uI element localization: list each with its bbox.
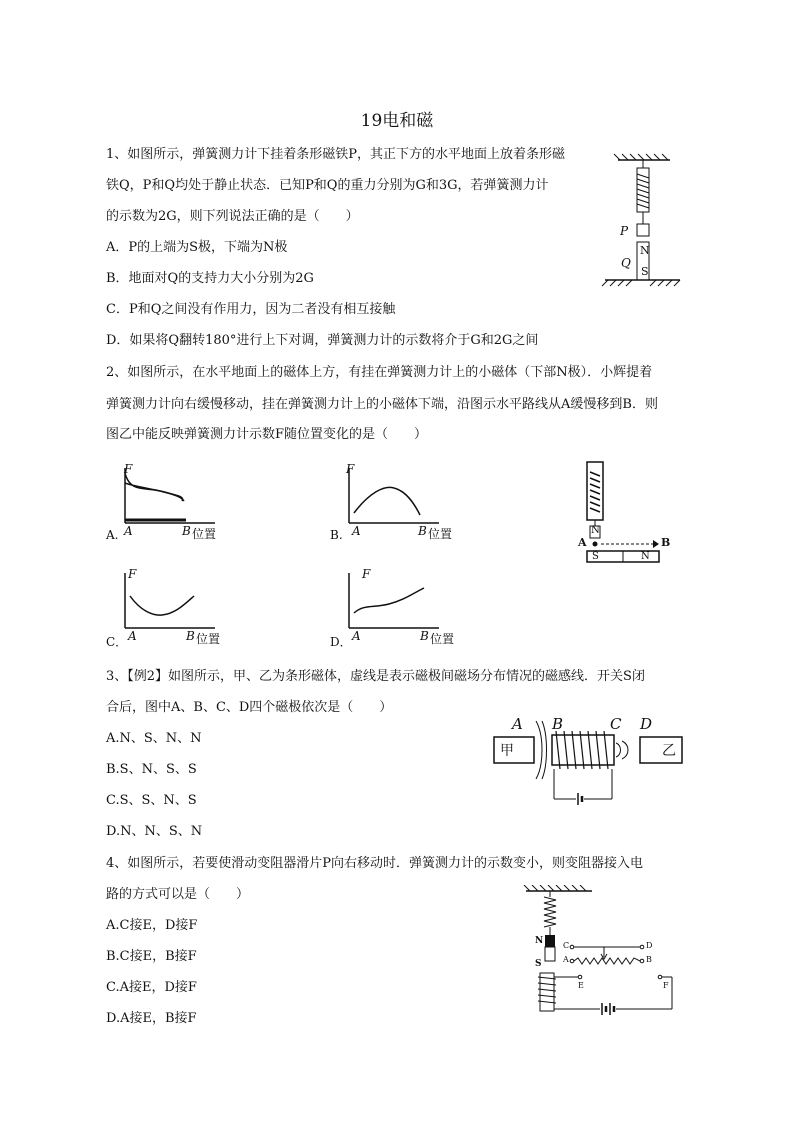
q4-line-2: 路的方式可以是（ ） xyxy=(106,887,250,902)
q3-line-2: 合后，图中A、B、C、D四个磁极依次是（ ） xyxy=(106,700,393,715)
q2-figure-spring-magnet xyxy=(575,460,675,570)
q2-graph-b-a: A xyxy=(352,524,361,538)
q1-line-2: 铁Q，P和Q均处于静止状态．已知P和Q的重力分别为G和3G，若弹簧测力计 xyxy=(106,178,549,193)
q2-fig-point-b: B xyxy=(661,536,671,549)
q4-option-a: A.C接E，D接F xyxy=(106,918,198,933)
q3-fig-yi: 乙 xyxy=(662,743,676,759)
q4-line-1: 4、如图所示，若要使滑动变阻器滑片P向右移动时．弹簧测力计的示数变小，则变阻器接入电 xyxy=(106,856,644,871)
q4-fig-f: F xyxy=(663,981,669,990)
q3-option-c: C.S、S、N、S xyxy=(106,793,197,808)
q2-option-a: A. xyxy=(106,528,119,542)
q3-line-1: 3、【例2】如图所示，甲、乙为条形磁体，虚线是表示磁极间磁场分布情况的磁感线．开关S闭 xyxy=(106,669,645,684)
q1-pole-s: S xyxy=(641,265,649,278)
q2-graph-b-f: F xyxy=(346,462,355,476)
q4-fig-d: D xyxy=(646,941,653,950)
q2-graph-d-x: 位置 xyxy=(430,632,455,646)
q4-option-b: B.C接E，B接F xyxy=(106,949,197,964)
q2-option-b: B. xyxy=(330,528,343,542)
q2-graph-c-f: F xyxy=(128,567,137,581)
q4-option-c: C.A接E，D接F xyxy=(106,980,197,995)
page-title: 19电和磁 xyxy=(360,111,434,131)
q3-fig-b: B xyxy=(552,715,564,733)
q2-graph-b-x: 位置 xyxy=(428,527,453,541)
q1-line-3: 的示数为2G，则下列说法正确的是（ ） xyxy=(106,209,359,224)
q2-graph-b-b: B xyxy=(418,524,427,538)
q3-fig-jia: 甲 xyxy=(500,743,514,759)
q2-option-d: D． xyxy=(330,635,352,649)
q1-option-c: C．P和Q之间没有作用力，因为二者没有相互接触 xyxy=(106,302,396,317)
q1-option-b: B．地面对Q的支持力大小分别为2G xyxy=(106,271,314,286)
q2-fig-point-a: A xyxy=(578,536,587,549)
q2-fig-pole-n: N xyxy=(641,551,650,562)
q3-fig-c: C xyxy=(610,715,622,733)
q4-fig-b: B xyxy=(646,955,652,964)
q1-option-d: D．如果将Q翻转180°进行上下对调，弹簧测力计的示数将介于G和2G之间 xyxy=(106,333,539,348)
q1-label-q: Q xyxy=(621,256,631,270)
q1-option-a: A．P的上端为S极，下端为N极 xyxy=(106,240,288,255)
q4-fig-s: S xyxy=(535,959,542,969)
q2-graph-a-b: B xyxy=(182,524,191,538)
q2-graph-c-b: B xyxy=(186,629,195,643)
q4-fig-n: N xyxy=(535,936,544,946)
q2-graph-d-a: A xyxy=(352,629,361,643)
q2-line-3: 图乙中能反映弹簧测力计示数F随位置变化的是（ ） xyxy=(106,427,428,442)
q4-fig-a: A xyxy=(563,955,569,964)
q1-pole-n: N xyxy=(640,244,650,257)
q3-option-d: D.N、N、S、N xyxy=(106,824,203,839)
q2-graph-d-f: F xyxy=(362,567,371,581)
q2-graph-c-a: A xyxy=(128,629,137,643)
q4-figure-rheostat-circuit xyxy=(520,885,690,1020)
q4-fig-e: E xyxy=(578,981,584,990)
q2-graph-d-b: B xyxy=(420,629,429,643)
q3-option-a: A.N、S、N、N xyxy=(106,731,202,746)
q2-fig-pole-n-small: N xyxy=(591,525,600,536)
q2-graph-c-x: 位置 xyxy=(196,632,221,646)
q3-fig-a: A xyxy=(512,715,523,733)
q1-label-p: P xyxy=(620,224,629,238)
q4-fig-c: C xyxy=(563,941,570,950)
q2-line-2: 弹簧测力计向右缓慢移动，挂在弹簧测力计上的小磁体下端，沿图示水平路线从A缓慢移到B．则 xyxy=(106,397,658,412)
q2-fig-pole-s: S xyxy=(592,551,599,562)
q2-line-1: 2、如图所示，在水平地面上的磁体上方，有挂在弹簧测力计上的小磁体（下部N极）．小辉提着 xyxy=(106,365,653,380)
q2-graph-a-f: F xyxy=(124,462,133,476)
q1-line-1: 1、如图所示，弹簧测力计下挂着条形磁铁P，其正下方的水平地面上放着条形磁 xyxy=(106,147,566,162)
q3-fig-d: D xyxy=(640,715,653,733)
q3-option-b: B.S、N、S、S xyxy=(106,762,197,777)
q2-graph-a-x: 位置 xyxy=(192,527,217,541)
q4-option-d: D.A接E，B接F xyxy=(106,1011,197,1026)
q2-graph-a-a: A xyxy=(124,524,133,538)
q2-option-c: C． xyxy=(106,635,128,649)
